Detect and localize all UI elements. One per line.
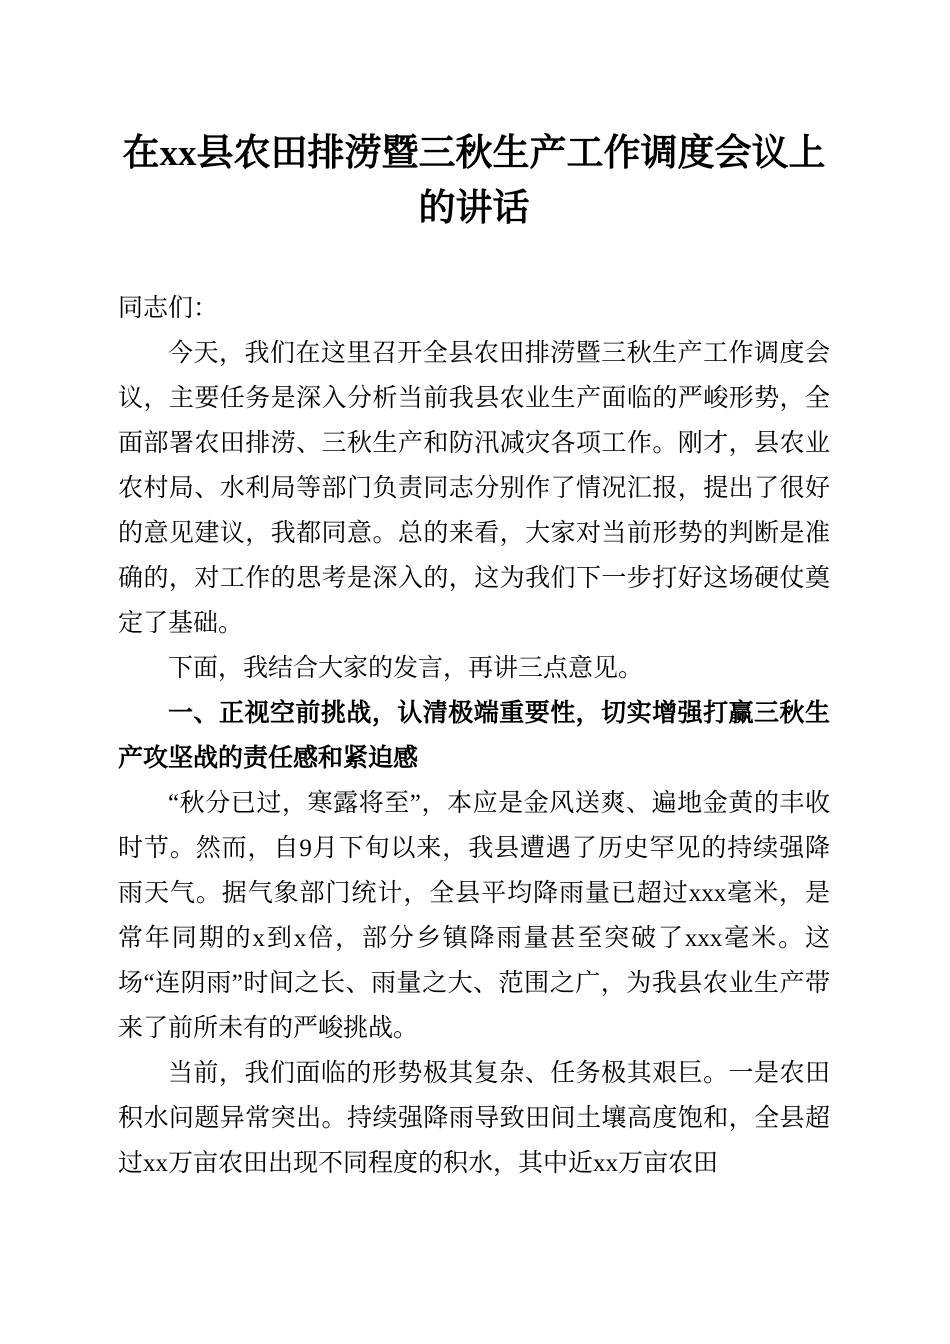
paragraph-current-situation: 当前，我们面临的形势极其复杂、任务极其艰巨。一是农田积水问题异常突出。持续强降雨导致田间土壤高度饱和，全县超过xx万亩农田出现不同程度的积水，其中近xx万亩农田 [118,1060,830,1177]
section-1-heading: 一、正视空前挑战，认清极端重要性，切实增强打赢三秋生产攻坚战的责任感和紧迫感 [118,699,830,772]
paragraph-meeting-opening: 今天，我们在这里召开全县农田排涝暨三秋生产工作调度会议，主要任务是深入分析当前我县农业生产面临的严峻形势，全面部署农田排涝、三秋生产和防汛减灾各项工作。刚才，县农业农村局、水利局等部门负责同志分别作了情况汇报，提出了很好的意见建议，我都同意。总的来看，大家对当前形势的判断是准确的，对工作的思考是深入的，这为我们下一步打好这场硬仗奠定了基础。 [118,340,830,637]
paragraph-transition: 下面，我结合大家的发言，再讲三点意见。 [168,655,644,682]
paragraph-rainfall-challenge: “秋分已过，寒露将至”，本应是金风送爽、遍地金黄的丰收时节。然而，自9月下旬以来，我县遭遇了历史罕见的持续强降雨天气。据气象部门统计，全县平均降雨量已超过xxx毫米，是常年同期的x到x倍，部分乡镇降雨量甚至突破了xxx毫米。这场“连阴雨”时间之长、雨量之大、范围之广，为我县农业生产带来了前所未有的严峻挑战。 [118,790,830,1042]
salutation: 同志们： [118,295,219,322]
document-title: 在xx县农田排涝暨三秋生产工作调度会议上的讲话 [122,133,826,229]
